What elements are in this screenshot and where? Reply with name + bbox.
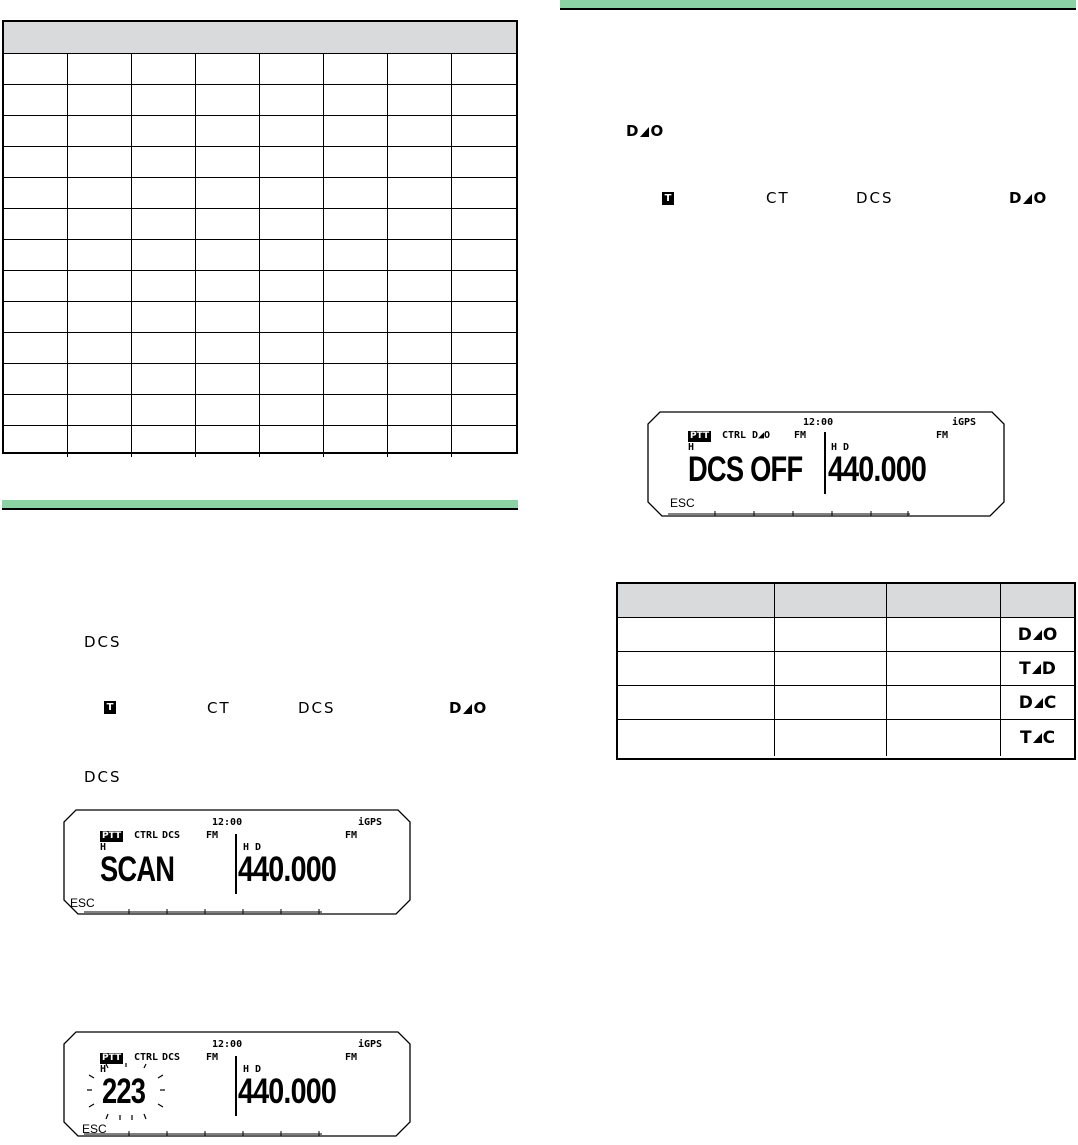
ctrl-indicator: CTRL <box>722 430 747 441</box>
table-cell <box>260 426 324 457</box>
table-row <box>618 618 1074 652</box>
table-cell <box>260 240 324 271</box>
table-cell <box>260 147 324 178</box>
table-cell <box>388 54 452 85</box>
table-cell <box>324 240 388 271</box>
main-readout: 223 <box>102 1072 146 1111</box>
fm-indicator-left: FM <box>206 830 219 841</box>
dcs-icon: DCS <box>298 699 336 717</box>
table-cell <box>452 364 516 395</box>
table-cell <box>4 240 68 271</box>
ct-icon: CT <box>766 189 790 207</box>
table-cell <box>196 85 260 116</box>
table-cell <box>132 271 196 302</box>
table-cell <box>324 85 388 116</box>
table-cell <box>196 178 260 209</box>
table-cell <box>452 271 516 302</box>
table-cell <box>452 147 516 178</box>
table-cell <box>452 395 516 426</box>
table-cell <box>452 116 516 147</box>
table-cell <box>452 333 516 364</box>
table-cell <box>324 364 388 395</box>
dcs-icon: DCS <box>84 633 122 651</box>
table-cell <box>196 364 260 395</box>
table-row <box>618 652 1074 686</box>
table-cell <box>4 116 68 147</box>
table-cell <box>4 426 68 457</box>
table-row <box>618 686 1074 720</box>
frequency-readout: 440.000 <box>828 450 927 489</box>
dcs-off-indicator: D◢O <box>752 430 771 441</box>
table-cell <box>388 426 452 457</box>
tone-ctcss-icon: T C <box>1019 728 1056 748</box>
table-cell <box>132 54 196 85</box>
power-indicator-right: H D <box>831 442 850 453</box>
table-cell <box>388 364 452 395</box>
fm-indicator-left: FM <box>206 1052 219 1063</box>
table-cell <box>260 209 324 240</box>
table-cell <box>4 271 68 302</box>
table-cell <box>388 116 452 147</box>
table-cell <box>4 364 68 395</box>
table-cell <box>196 302 260 333</box>
table-cell <box>132 116 196 147</box>
table-cell <box>260 54 324 85</box>
table-cell <box>452 209 516 240</box>
code-table-header <box>4 22 516 54</box>
table-cell <box>68 240 132 271</box>
table-cell <box>132 240 196 271</box>
main-readout: SCAN <box>100 850 175 889</box>
fm-indicator-right: FM <box>936 430 949 441</box>
lcd-display-dcs-off <box>646 410 996 520</box>
table-cell <box>196 54 260 85</box>
gps-indicator: iGPS <box>358 1039 383 1050</box>
table-cell <box>196 333 260 364</box>
table-cell <box>4 209 68 240</box>
table-cell <box>68 426 132 457</box>
esc-label: ESC <box>70 896 95 910</box>
tone-dcs-icon: T D <box>1019 658 1056 679</box>
table-cell <box>196 271 260 302</box>
dcs-off-icon: D O <box>626 122 665 140</box>
table-cell <box>4 333 68 364</box>
table-cell <box>68 395 132 426</box>
frequency-readout: 440.000 <box>238 1072 337 1111</box>
table-cell <box>4 302 68 333</box>
clock: 12:00 <box>212 817 243 828</box>
fm-indicator-right: FM <box>345 830 358 841</box>
clock: 12:00 <box>803 417 834 428</box>
table-cell <box>452 426 516 457</box>
main-readout: DCS OFF <box>688 450 803 489</box>
band-divider <box>235 1056 237 1116</box>
table-cell <box>68 333 132 364</box>
table-cell <box>388 271 452 302</box>
table-cell <box>324 116 388 147</box>
table-cell <box>388 178 452 209</box>
table-cell <box>196 395 260 426</box>
power-indicator-left: H <box>100 1064 107 1075</box>
table-cell <box>196 240 260 271</box>
fm-indicator-left: FM <box>794 430 807 441</box>
ctrl-indicator: CTRL <box>134 1052 159 1063</box>
table-cell <box>132 209 196 240</box>
table-cell <box>68 116 132 147</box>
dcs-code-table <box>2 20 518 454</box>
table-cell <box>260 271 324 302</box>
clock: 12:00 <box>212 1039 243 1050</box>
table-cell <box>4 178 68 209</box>
band-divider <box>824 432 826 494</box>
table-cell <box>4 85 68 116</box>
table-cell <box>324 178 388 209</box>
table-cell <box>132 395 196 426</box>
fm-indicator-right: FM <box>345 1052 358 1063</box>
table-cell <box>260 333 324 364</box>
power-indicator-left: H <box>688 442 695 453</box>
table-cell <box>388 333 452 364</box>
code-table-body <box>4 54 516 457</box>
table-cell <box>132 364 196 395</box>
dcs-icon: DCS <box>84 768 122 786</box>
table-row <box>618 720 1074 756</box>
table-cell <box>196 147 260 178</box>
table-cell <box>324 271 388 302</box>
tone-t-icon: T <box>104 701 116 714</box>
table-cell <box>68 271 132 302</box>
table-cell <box>324 209 388 240</box>
table-cell <box>452 54 516 85</box>
table-cell <box>324 147 388 178</box>
table-cell <box>452 178 516 209</box>
table-cell <box>132 333 196 364</box>
table-cell <box>388 209 452 240</box>
table-header-row <box>618 584 1074 618</box>
power-indicator-right: H D <box>243 842 262 853</box>
dcs-off-icon: D O <box>449 699 488 717</box>
lcd-display-scan <box>62 808 412 918</box>
table-cell <box>260 395 324 426</box>
table-cell <box>132 147 196 178</box>
ptt-indicator: PTT <box>102 831 122 841</box>
esc-label: ESC <box>670 496 695 510</box>
table-cell <box>388 240 452 271</box>
table-cell <box>452 240 516 271</box>
table-cell <box>68 209 132 240</box>
table-cell <box>452 85 516 116</box>
dcs-indicator: DCS <box>162 1052 181 1063</box>
table-cell <box>4 54 68 85</box>
table-cell <box>324 426 388 457</box>
ct-icon: CT <box>207 699 231 717</box>
dcs-off-icon: D O <box>1009 189 1048 207</box>
dcs-indicator: DCS <box>162 830 181 841</box>
table-cell <box>68 178 132 209</box>
esc-label: ESC <box>82 1122 107 1136</box>
table-cell <box>196 209 260 240</box>
table-cell <box>68 302 132 333</box>
band-divider <box>235 834 237 894</box>
table-cell <box>132 85 196 116</box>
gps-indicator: iGPS <box>358 817 383 828</box>
table-cell <box>132 178 196 209</box>
table-cell <box>388 302 452 333</box>
frequency-readout: 440.000 <box>238 850 337 889</box>
table-cell <box>68 147 132 178</box>
power-indicator-right: H D <box>243 1064 262 1075</box>
gps-indicator: iGPS <box>952 417 977 428</box>
table-cell <box>324 333 388 364</box>
tone-combination-table <box>616 582 1076 760</box>
table-cell <box>324 302 388 333</box>
tone-t-icon: T <box>662 192 674 205</box>
table-cell <box>196 426 260 457</box>
table-cell <box>260 85 324 116</box>
ptt-indicator: PTT <box>102 1053 122 1063</box>
table-cell <box>260 302 324 333</box>
table-cell <box>260 116 324 147</box>
table-cell <box>388 85 452 116</box>
table-cell <box>388 395 452 426</box>
power-indicator-left: H <box>100 842 107 853</box>
table-cell <box>324 395 388 426</box>
table-cell <box>260 178 324 209</box>
section-rule-right <box>560 0 1076 8</box>
table-cell <box>324 54 388 85</box>
table-cell <box>260 364 324 395</box>
lcd-display-code <box>62 1030 412 1140</box>
table-cell <box>452 302 516 333</box>
table-cell <box>388 147 452 178</box>
ptt-indicator: PTT <box>690 431 710 441</box>
table-cell <box>132 426 196 457</box>
table-cell <box>196 116 260 147</box>
section-rule-left <box>2 500 518 508</box>
table-cell <box>4 147 68 178</box>
table-cell <box>132 302 196 333</box>
table-cell <box>4 395 68 426</box>
ctrl-indicator: CTRL <box>134 830 159 841</box>
dcs-ctcss-icon: D C <box>1018 692 1057 713</box>
dcs-off-icon: D O <box>1017 624 1058 645</box>
table-cell <box>68 364 132 395</box>
table-cell <box>68 85 132 116</box>
dcs-icon: DCS <box>856 189 894 207</box>
table-cell <box>68 54 132 85</box>
